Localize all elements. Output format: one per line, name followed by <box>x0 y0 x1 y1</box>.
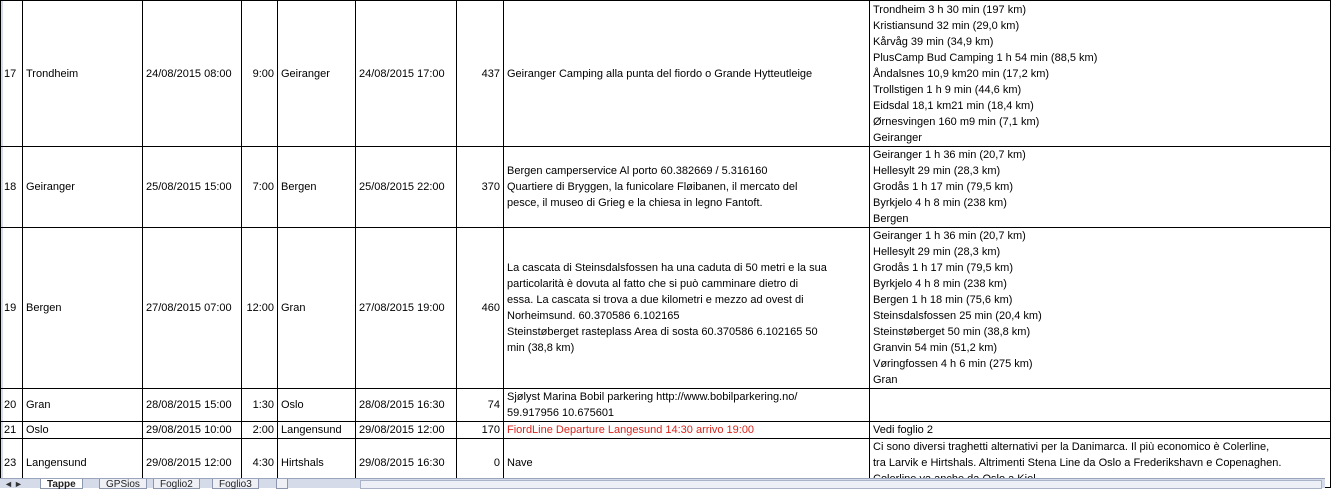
sheet-tab-gpsios[interactable]: GPSios <box>99 479 147 489</box>
notes-line: Sjølyst Marina Bobil parkering http://www.bobilparkering.no/ <box>507 391 798 403</box>
from-cell[interactable]: Langensund <box>23 439 143 488</box>
notes-line: min (38,8 km) <box>507 342 575 354</box>
to-cell[interactable]: Bergen <box>278 147 356 228</box>
route-cell[interactable] <box>870 422 1331 439</box>
table-row <box>1 1 1331 147</box>
route-line: Hellesylt 29 min (28,3 km) <box>873 165 1001 177</box>
arrive-cell[interactable]: 29/08/2015 12:00 <box>356 422 457 439</box>
route-line: Kårvåg 39 min (34,9 km) <box>873 35 994 48</box>
from-cell[interactable]: Oslo <box>23 422 143 439</box>
notes-line: Geiranger Camping alla punta del fiordo o Grande Hytteutleige <box>507 67 813 80</box>
to-cell[interactable]: Gran <box>278 228 356 389</box>
notes-line: Steinstøberget rasteplass Area di sosta 60.370586 6.102165 50 <box>507 326 818 338</box>
route-line: Ørnesvingen 160 m9 min (7,1 km) <box>873 115 1040 128</box>
table-row <box>1 422 1331 439</box>
notes-cell[interactable] <box>504 389 870 422</box>
to-cell[interactable]: Hirtshals <box>278 439 356 488</box>
next-sheet-icon[interactable]: ► <box>14 479 23 489</box>
depart-cell[interactable]: 29/08/2015 10:00 <box>143 422 242 439</box>
route-line: Trondheim 3 h 30 min (197 km) <box>873 3 1027 16</box>
notes-line: Bergen camperservice Al porto 60.382669 / 5.316160 <box>507 165 768 177</box>
route-line: Bergen 1 h 18 min (75,6 km) <box>873 294 1013 306</box>
table-row <box>1 228 1331 389</box>
depart-cell[interactable]: 27/08/2015 07:00 <box>143 228 242 389</box>
km-cell[interactable]: 437 <box>457 1 504 147</box>
route-line: Kristiansund 32 min (29,0 km) <box>873 19 1020 32</box>
route-line: Gran <box>873 374 898 386</box>
duration-cell[interactable]: 9:00 <box>242 1 278 147</box>
from-cell[interactable]: Bergen <box>23 228 143 389</box>
duration-cell[interactable]: 12:00 <box>242 228 278 389</box>
depart-cell[interactable]: 25/08/2015 15:00 <box>143 147 242 228</box>
depart-cell[interactable]: 29/08/2015 12:00 <box>143 439 242 488</box>
km-cell[interactable]: 170 <box>457 422 504 439</box>
notes-cell[interactable] <box>504 228 870 389</box>
prev-sheet-icon[interactable]: ◄ <box>4 479 13 489</box>
row-number[interactable]: 17 <box>1 1 23 147</box>
route-line: Geiranger <box>873 131 922 144</box>
horizontal-scrollbar[interactable] <box>360 480 1322 489</box>
arrive-cell[interactable]: 28/08/2015 16:30 <box>356 389 457 422</box>
arrive-cell[interactable]: 27/08/2015 19:00 <box>356 228 457 389</box>
km-cell[interactable]: 74 <box>457 389 504 422</box>
arrive-cell[interactable]: 29/08/2015 16:30 <box>356 439 457 488</box>
notes-line: essa. La cascata si trova a due kilometri e mezzo ad ovest di <box>507 294 804 306</box>
from-cell[interactable]: Trondheim <box>23 1 143 147</box>
notes-cell[interactable] <box>504 1 870 147</box>
route-line: Vøringfossen 4 h 6 min (275 km) <box>873 358 1033 370</box>
notes-line: Norheimsund. 60.370586 6.102165 <box>507 310 680 322</box>
route-cell[interactable] <box>870 147 1331 228</box>
route-line: Trollstigen 1 h 9 min (44,6 km) <box>873 83 1022 96</box>
from-cell[interactable]: Geiranger <box>23 147 143 228</box>
route-line: PlusCamp Bud Camping 1 h 54 min (88,5 km) <box>873 51 1098 64</box>
route-line: Åndalsnes 10,9 km20 min (17,2 km) <box>873 67 1050 80</box>
row-number[interactable]: 18 <box>1 147 23 228</box>
duration-cell[interactable]: 2:00 <box>242 422 278 439</box>
route-line: tra Larvik e Hirtshals. Altrimenti Stena Line da Oslo a Frederikshavn e Copenaghen. <box>873 457 1282 469</box>
notes-line: pesce, il museo di Grieg e la chiesa in legno Fantoft. <box>507 197 763 209</box>
notes-cell[interactable] <box>504 147 870 228</box>
route-line: Geiranger 1 h 36 min (20,7 km) <box>873 149 1026 161</box>
route-line: Grodås 1 h 17 min (79,5 km) <box>873 181 1014 193</box>
from-cell[interactable]: Gran <box>23 389 143 422</box>
route-line: Hellesylt 29 min (28,3 km) <box>873 246 1001 258</box>
insert-sheet-icon[interactable] <box>276 479 288 489</box>
notes-line: 59.917956 10.675601 <box>507 407 615 419</box>
depart-cell[interactable]: 24/08/2015 08:00 <box>143 1 242 147</box>
route-line: Byrkjelo 4 h 8 min (238 km) <box>873 278 1007 290</box>
depart-cell[interactable]: 28/08/2015 15:00 <box>143 389 242 422</box>
route-line: Ci sono diversi traghetti alternativi per la Danimarca. Il più economico è Colerline, <box>873 441 1270 453</box>
sheet-tab-foglio3[interactable]: Foglio3 <box>212 479 259 489</box>
arrive-cell[interactable]: 25/08/2015 22:00 <box>356 147 457 228</box>
route-cell[interactable] <box>870 389 1331 422</box>
route-line: Bergen <box>873 213 909 225</box>
route-line: Grodås 1 h 17 min (79,5 km) <box>873 262 1014 274</box>
km-cell[interactable]: 460 <box>457 228 504 389</box>
duration-cell[interactable]: 7:00 <box>242 147 278 228</box>
route-line: Granvin 54 min (51,2 km) <box>873 342 998 354</box>
to-cell[interactable]: Geiranger <box>278 1 356 147</box>
km-cell[interactable]: 0 <box>457 439 504 488</box>
route-line: Steinstøberget 50 min (38,8 km) <box>873 326 1031 338</box>
route-line: Steinsdalsfossen 25 min (20,4 km) <box>873 310 1042 322</box>
sheet-tab-foglio2[interactable]: Foglio2 <box>153 479 200 489</box>
notes-line: La cascata di Steinsdalsfossen ha una caduta di 50 metri e la sua <box>507 262 827 274</box>
table-row <box>1 389 1331 422</box>
route-line: Vedi foglio 2 <box>873 424 933 436</box>
table-row <box>1 147 1331 228</box>
notes-cell[interactable] <box>504 422 870 439</box>
route-line: Geiranger 1 h 36 min (20,7 km) <box>873 230 1026 242</box>
notes-line: particolarità è dovuta al fatto che si può camminare dietro di <box>507 278 799 290</box>
route-line: Byrkjelo 4 h 8 min (238 km) <box>873 197 1007 209</box>
row-number[interactable]: 19 <box>1 228 23 389</box>
notes-line: Nave <box>507 457 533 469</box>
notes-line: FiordLine Departure Langesund 14:30 arrivo 19:00 <box>507 424 755 436</box>
duration-cell[interactable]: 1:30 <box>242 389 278 422</box>
arrive-cell[interactable]: 24/08/2015 17:00 <box>356 1 457 147</box>
to-cell[interactable]: Langensund <box>278 422 356 439</box>
duration-cell[interactable]: 4:30 <box>242 439 278 488</box>
row-number[interactable]: 20 <box>1 389 23 422</box>
route-cell[interactable] <box>870 1 1331 147</box>
to-cell[interactable]: Oslo <box>278 389 356 422</box>
km-cell[interactable]: 370 <box>457 147 504 228</box>
route-line: Eidsdal 18,1 km21 min (18,4 km) <box>873 99 1034 112</box>
sheet-tab-tappe[interactable]: Tappe <box>40 479 83 489</box>
sheet-tab-bar <box>0 478 1325 488</box>
row-number[interactable]: 21 <box>1 422 23 439</box>
route-cell[interactable] <box>870 228 1331 389</box>
row-number[interactable]: 23 <box>1 439 23 488</box>
notes-line: Quartiere di Bryggen, la funicolare Fløibanen, il mercato del <box>507 181 798 193</box>
